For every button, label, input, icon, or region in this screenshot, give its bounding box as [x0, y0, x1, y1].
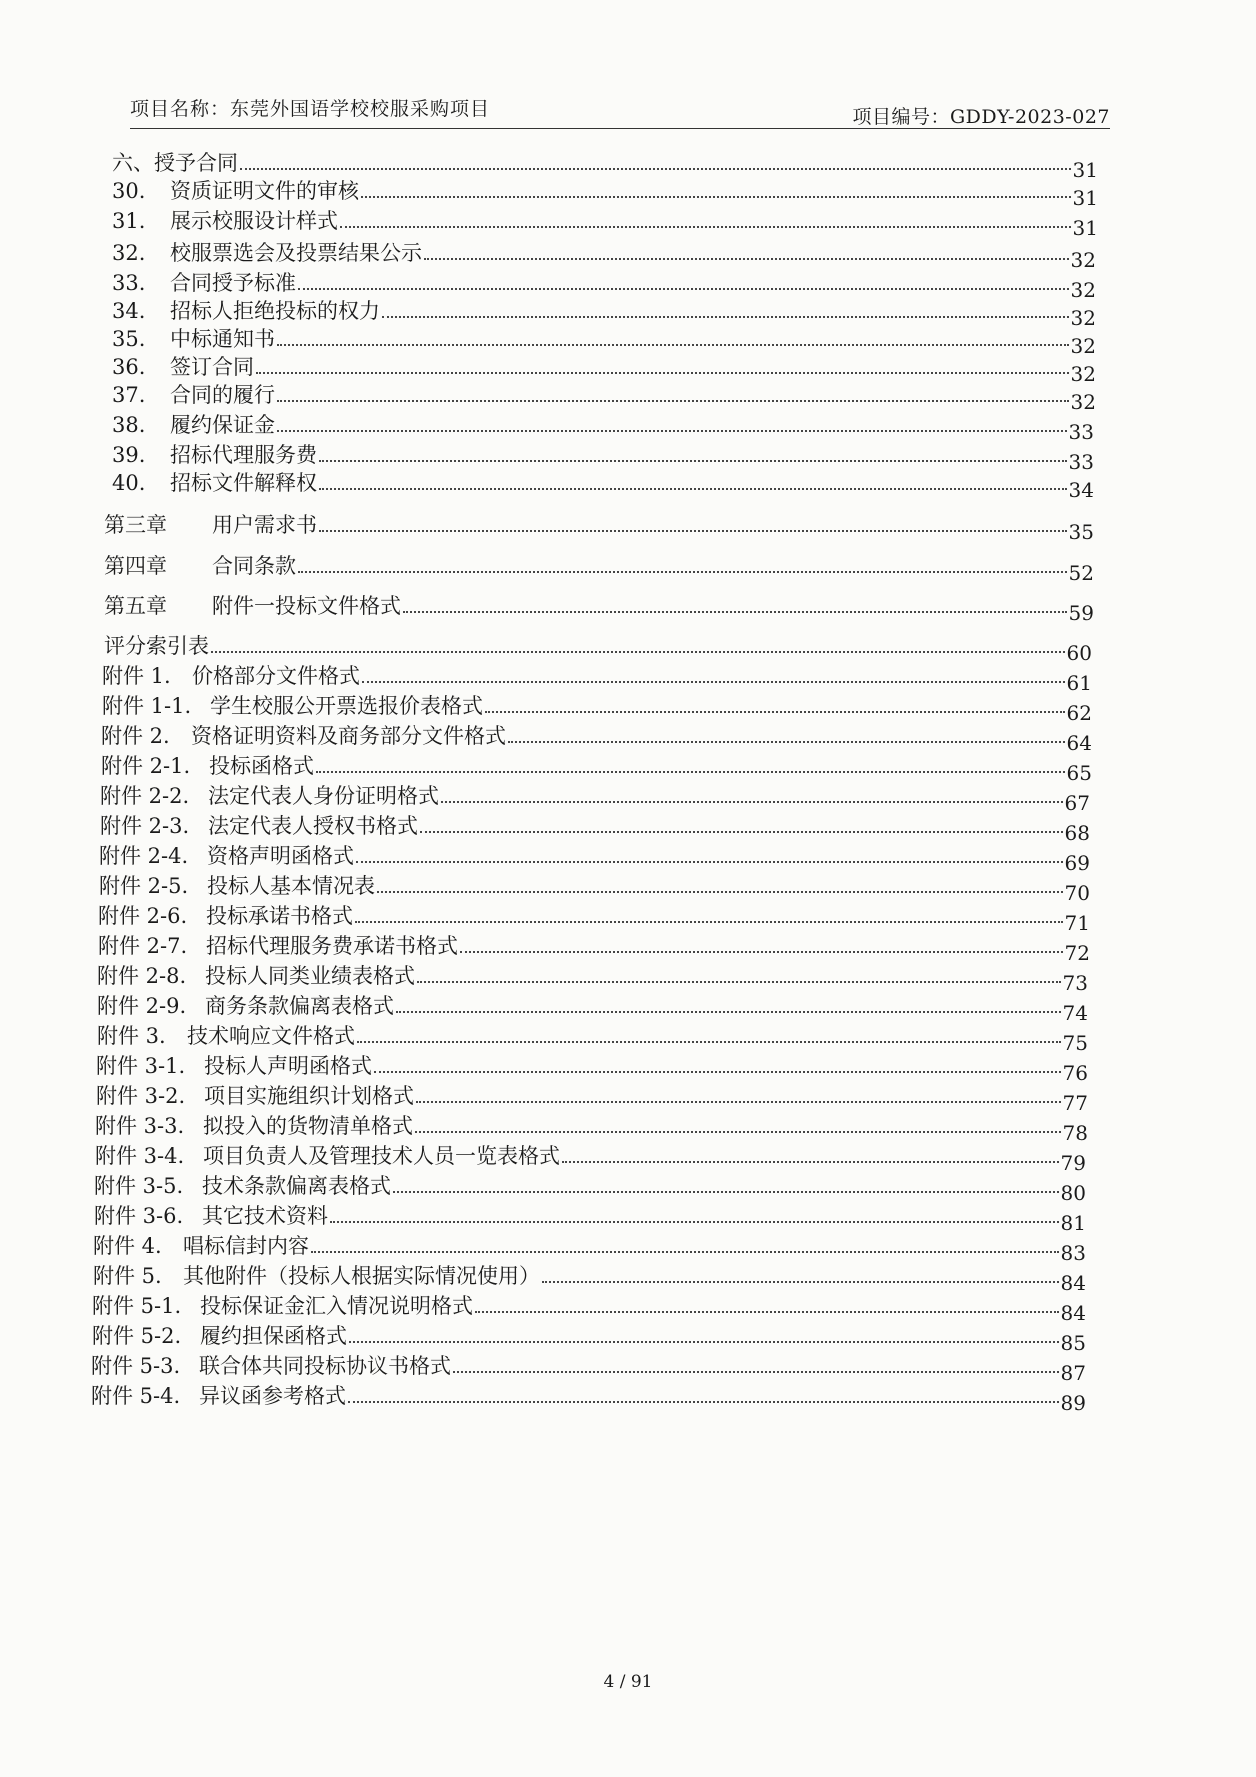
toc-dot-leader [277, 429, 1067, 432]
toc-dot-leader [256, 371, 1069, 374]
toc-entry-page: 69 [1064, 851, 1090, 875]
toc-dot-leader [453, 1370, 1059, 1373]
toc-entry-number: 附件 2-4. [99, 844, 189, 868]
toc-entry[interactable] [98, 903, 1090, 935]
toc-entry-title: 履约担保函格式 [200, 1324, 347, 1348]
toc-entry-page: 68 [1064, 821, 1090, 845]
toc-dot-leader [396, 1010, 1061, 1013]
toc-entry-page: 62 [1066, 701, 1092, 725]
toc-entry[interactable] [112, 240, 1096, 272]
toc-dot-leader [393, 1190, 1059, 1193]
toc-entry[interactable] [112, 298, 1096, 330]
toc-entry-number: 30. [112, 179, 146, 203]
toc-entry-title: 联合体共同投标协议书格式 [199, 1354, 451, 1378]
toc-entry-page: 83 [1060, 1241, 1086, 1265]
toc-entry[interactable] [97, 963, 1088, 995]
toc-entry-number: 附件 5-1. [92, 1294, 182, 1318]
toc-entry-number: 附件 2-3. [100, 814, 190, 838]
toc-entry-page: 78 [1062, 1121, 1088, 1145]
toc-entry-title: 评分索引表 [104, 634, 209, 658]
toc-entry[interactable] [97, 993, 1088, 1025]
toc-dot-leader [485, 710, 1065, 713]
toc-entry-page: 60 [1066, 641, 1092, 665]
toc-entry-page: 81 [1060, 1211, 1086, 1235]
toc-dot-leader [382, 315, 1069, 318]
toc-entry-number: 附件 2-9. [97, 994, 187, 1018]
toc-entry-number: 附件 5-2. [92, 1324, 182, 1348]
toc-dot-leader [403, 610, 1067, 613]
toc-entry-title: 用户需求书 [212, 513, 317, 537]
toc-dot-leader [277, 343, 1069, 346]
toc-entry-number: 附件 2. [101, 724, 170, 748]
toc-entry[interactable] [104, 593, 1094, 625]
toc-entry-title: 中标通知书 [170, 327, 275, 351]
toc-entry[interactable] [95, 1113, 1088, 1145]
toc-entry-page: 76 [1062, 1061, 1088, 1085]
toc-entry-title: 技术响应文件格式 [187, 1024, 355, 1048]
toc-entry-number: 附件 4. [93, 1234, 162, 1258]
toc-dot-leader [441, 800, 1063, 803]
toc-entry[interactable] [91, 1353, 1086, 1385]
toc-entry[interactable] [93, 1233, 1086, 1265]
toc-dot-leader [349, 1340, 1059, 1343]
toc-entry-number: 37. [112, 383, 146, 407]
toc-entry-title: 拟投入的货物清单格式 [203, 1114, 413, 1138]
toc-entry-title: 其他附件（投标人根据实际情况使用） [183, 1264, 540, 1288]
toc-entry-page: 75 [1062, 1031, 1088, 1055]
toc-entry-title: 招标代理服务费 [170, 443, 317, 467]
toc-dot-leader [298, 287, 1069, 290]
toc-dot-leader [277, 399, 1069, 402]
toc-entry-number: 附件 3. [97, 1024, 166, 1048]
toc-entry-page: 84 [1060, 1271, 1086, 1295]
toc-entry-page: 61 [1066, 671, 1092, 695]
toc-entry[interactable] [100, 783, 1090, 815]
toc-entry[interactable] [112, 270, 1096, 302]
toc-entry[interactable] [94, 1173, 1086, 1205]
toc-entry-page: 87 [1060, 1361, 1086, 1385]
project-name: 项目名称：东莞外国语学校校服采购项目 [130, 98, 491, 120]
toc-entry-page: 80 [1060, 1181, 1086, 1205]
toc-entry[interactable] [101, 723, 1092, 755]
toc-entry[interactable] [112, 382, 1096, 414]
toc-dot-leader [316, 770, 1065, 773]
toc-dot-leader [357, 1040, 1061, 1043]
toc-dot-leader [542, 1280, 1059, 1283]
toc-entry-title: 招标文件解释权 [170, 471, 317, 495]
toc-entry[interactable] [92, 1293, 1086, 1325]
toc-dot-leader [362, 680, 1065, 683]
toc-entry[interactable] [97, 1023, 1088, 1055]
toc-entry[interactable] [112, 412, 1094, 444]
toc-entry[interactable] [96, 1083, 1088, 1115]
toc-entry-number: 附件 5-4. [91, 1384, 181, 1408]
toc-entry-page: 65 [1066, 761, 1092, 785]
toc-dot-leader [298, 570, 1067, 573]
toc-entry-number: 附件 5. [93, 1264, 162, 1288]
toc-dot-leader [211, 650, 1065, 653]
toc-entry-number: 附件 1. [102, 664, 171, 688]
toc-entry-page: 31 [1072, 186, 1098, 210]
toc-entry-title: 投标人同类业绩表格式 [205, 964, 415, 988]
toc-entry-page: 89 [1060, 1391, 1086, 1415]
toc-entry-title: 投标保证金汇入情况说明格式 [200, 1294, 473, 1318]
toc-entry[interactable] [93, 1263, 1086, 1295]
toc-entry[interactable] [112, 326, 1096, 358]
toc-entry[interactable] [99, 873, 1090, 905]
toc-entry-title: 法定代表人身份证明格式 [208, 784, 439, 808]
toc-entry-title: 资质证明文件的审核 [170, 179, 359, 203]
toc-entry-number: 34. [112, 299, 146, 323]
toc-entry-title: 技术条款偏离表格式 [202, 1174, 391, 1198]
toc-dot-leader [420, 830, 1063, 833]
toc-entry-number: 36. [112, 355, 146, 379]
toc-entry[interactable] [91, 1383, 1086, 1415]
toc-entry[interactable] [112, 354, 1096, 386]
toc-entry-title: 其它技术资料 [202, 1204, 328, 1228]
toc-entry-title: 项目负责人及管理技术人员一览表格式 [203, 1144, 560, 1168]
toc-entry[interactable] [112, 470, 1094, 502]
toc-entry-page: 32 [1070, 334, 1096, 358]
toc-entry-page: 71 [1064, 911, 1090, 935]
toc-entry-number: 附件 2-7. [98, 934, 188, 958]
toc-entry-page: 32 [1070, 390, 1096, 414]
toc-entry-number: 附件 3-2. [96, 1084, 186, 1108]
toc-entry-page: 85 [1060, 1331, 1086, 1355]
toc-entry-title: 商务条款偏离表格式 [205, 994, 394, 1018]
toc-dot-leader [415, 1130, 1061, 1133]
toc-dot-leader [340, 225, 1071, 228]
toc-entry-title: 投标承诺书格式 [206, 904, 353, 928]
toc-entry-page: 35 [1068, 520, 1094, 544]
toc-entry-page: 70 [1064, 881, 1090, 905]
toc-dot-leader [377, 890, 1063, 893]
project-code: 项目编号：GDDY-2023-027 [852, 106, 1110, 128]
toc-entry[interactable] [101, 753, 1092, 785]
toc-entry-number: 38. [112, 413, 146, 437]
toc-entry-number: 附件 3-5. [94, 1174, 184, 1198]
toc-entry[interactable] [104, 633, 1092, 665]
toc-entry-number: 附件 5-3. [91, 1354, 181, 1378]
toc-entry-number: 附件 3-3. [95, 1114, 185, 1138]
page-number: 4 / 91 [603, 1672, 653, 1692]
toc-entry-title: 合同授予标准 [170, 271, 296, 295]
toc-entry-number: 附件 2-8. [97, 964, 187, 988]
toc-dot-leader [416, 1100, 1061, 1103]
toc-entry-number: 40. [112, 471, 146, 495]
toc-entry-number: 附件 2-2. [100, 784, 190, 808]
toc-entry-page: 84 [1060, 1301, 1086, 1325]
toc-entry-title: 投标函格式 [209, 754, 314, 778]
toc-entry-title: 资格声明函格式 [207, 844, 354, 868]
toc-entry-title: 校服票选会及投票结果公示 [170, 241, 422, 265]
toc-entry-number: 第三章 [104, 513, 167, 537]
toc-entry-page: 77 [1062, 1091, 1088, 1115]
toc-dot-leader [508, 740, 1065, 743]
toc-dot-leader [240, 167, 1071, 170]
toc-dot-leader [348, 1400, 1059, 1403]
toc-entry[interactable] [104, 512, 1094, 544]
toc-dot-leader [356, 860, 1063, 863]
toc-entry-number: 附件 2-1. [101, 754, 191, 778]
toc-entry-page: 32 [1070, 278, 1096, 302]
toc-entry-number: 附件 3-1. [96, 1054, 186, 1078]
toc-entry-page: 73 [1062, 971, 1088, 995]
toc-entry-title: 投标人声明函格式 [204, 1054, 372, 1078]
toc-entry-number: 附件 2-5. [99, 874, 189, 898]
toc-entry-title: 招标代理服务费承诺书格式 [206, 934, 458, 958]
toc-entry-page: 64 [1066, 731, 1092, 755]
toc-entry-number: 31. [112, 209, 146, 233]
toc-entry-title: 履约保证金 [170, 413, 275, 437]
toc-dot-leader [417, 980, 1061, 983]
toc-entry-title: 项目实施组织计划格式 [204, 1084, 414, 1108]
toc-entry-title: 学生校服公开票选报价表格式 [210, 694, 483, 718]
toc-entry-title: 签订合同 [170, 355, 254, 379]
toc-entry[interactable] [94, 1203, 1086, 1235]
toc-entry-title: 唱标信封内容 [183, 1234, 309, 1258]
toc-entry-number: 附件 2-6. [98, 904, 188, 928]
toc-entry[interactable] [102, 663, 1092, 695]
toc-dot-leader [319, 487, 1067, 490]
toc-entry-number: 附件 3-6. [94, 1204, 184, 1228]
toc-entry[interactable] [100, 813, 1090, 845]
toc-entry-page: 32 [1070, 362, 1096, 386]
toc-entry[interactable] [112, 208, 1098, 240]
toc-entry-title: 附件一投标文件格式 [212, 594, 401, 618]
toc-entry-page: 59 [1068, 601, 1094, 625]
toc-entry[interactable] [104, 553, 1094, 585]
toc-entry-title: 投标人基本情况表 [207, 874, 375, 898]
toc-entry-number: 第五章 [104, 594, 167, 618]
toc-entry-page: 31 [1072, 216, 1098, 240]
toc-entry-page: 34 [1068, 478, 1094, 502]
toc-dot-leader [361, 195, 1071, 198]
toc-entry-page: 33 [1068, 420, 1094, 444]
toc-entry-number: 第四章 [104, 554, 167, 578]
toc-entry[interactable] [112, 442, 1094, 474]
toc-entry[interactable] [112, 178, 1098, 210]
toc-dot-leader [319, 459, 1067, 462]
toc-entry-page: 32 [1070, 248, 1096, 272]
toc-entry-title: 资格证明资料及商务部分文件格式 [191, 724, 506, 748]
toc-entry-page: 33 [1068, 450, 1094, 474]
toc-entry-title: 合同的履行 [170, 383, 275, 407]
toc-entry-number: 32. [112, 241, 146, 265]
toc-dot-leader [319, 529, 1067, 532]
toc-dot-leader [562, 1160, 1059, 1163]
toc-dot-leader [475, 1310, 1059, 1313]
toc-entry-number: 附件 1-1. [102, 694, 192, 718]
toc-entry-title: 六、授予合同 [112, 151, 238, 175]
toc-entry[interactable] [96, 1053, 1088, 1085]
toc-entry[interactable] [102, 693, 1092, 725]
toc-entry-page: 79 [1060, 1151, 1086, 1175]
toc-dot-leader [424, 257, 1069, 260]
toc-entry-number: 33. [112, 271, 146, 295]
toc-entry[interactable] [95, 1143, 1086, 1175]
toc-dot-leader [374, 1070, 1061, 1073]
toc-entry-title: 招标人拒绝投标的权力 [170, 299, 380, 323]
toc-entry[interactable] [112, 150, 1098, 182]
toc-dot-leader [311, 1250, 1059, 1253]
toc-entry[interactable] [98, 933, 1090, 965]
toc-entry-page: 32 [1070, 306, 1096, 330]
toc-entry-title: 价格部分文件格式 [192, 664, 360, 688]
toc-entry-page: 31 [1072, 158, 1098, 182]
toc-dot-leader [460, 950, 1063, 953]
toc-entry-number: 35. [112, 327, 146, 351]
toc-entry-number: 附件 3-4. [95, 1144, 185, 1168]
toc-entry-page: 74 [1062, 1001, 1088, 1025]
toc-entry[interactable] [92, 1323, 1086, 1355]
toc-dot-leader [330, 1220, 1059, 1223]
toc-entry-page: 67 [1064, 791, 1090, 815]
toc-entry-page: 52 [1068, 561, 1094, 585]
toc-entry-title: 法定代表人授权书格式 [208, 814, 418, 838]
toc-entry[interactable] [99, 843, 1090, 875]
toc-dot-leader [355, 920, 1063, 923]
toc-entry-number: 39. [112, 443, 146, 467]
toc-entry-title: 异议函参考格式 [199, 1384, 346, 1408]
toc-entry-title: 合同条款 [212, 554, 296, 578]
toc-entry-title: 展示校服设计样式 [170, 209, 338, 233]
toc-entry-page: 72 [1064, 941, 1090, 965]
